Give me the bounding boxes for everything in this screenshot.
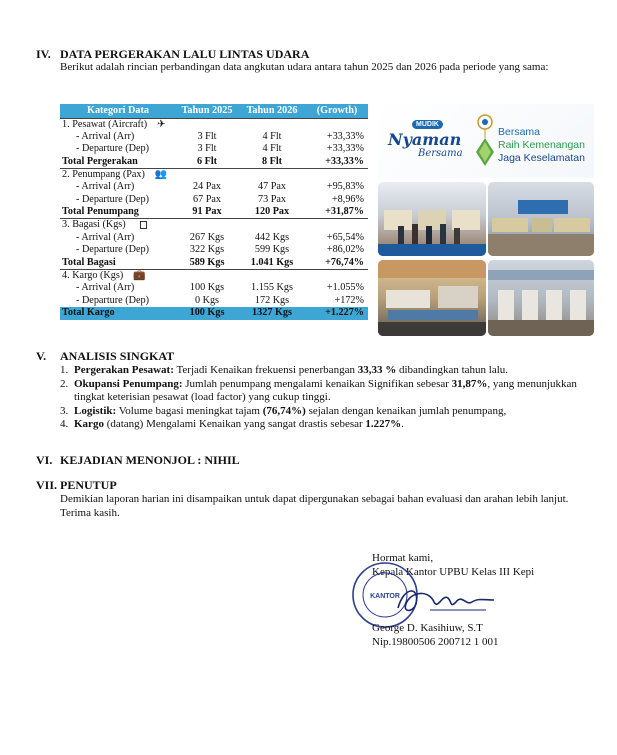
table-cell: 589 Kgs <box>176 257 238 270</box>
table-cell: 8 Flt <box>238 156 306 169</box>
table-total-row <box>60 307 368 320</box>
analysis-number: 2. <box>60 377 69 390</box>
table-total-row <box>60 156 368 169</box>
table-cell: - Arrival (Arr) <box>76 282 135 294</box>
table-header-cell: Tahun 2026 <box>238 104 306 118</box>
brand-word-2: Bersama <box>418 148 463 159</box>
analysis-item <box>60 418 594 432</box>
analysis-rest: , yang menunjukkan tingkat keterisian pesawat (load factor) yang cukup tinggi. <box>74 377 577 404</box>
signatory-name: George D. Kasihiuw, S.T <box>372 622 483 634</box>
table-row <box>60 282 368 295</box>
terminal-photo-1 <box>378 182 486 256</box>
table-cell: - Arrival (Arr) <box>76 181 135 193</box>
table-cell: +95,83% <box>326 181 364 193</box>
brand-word-1: Nyaman <box>388 130 462 149</box>
poster-slogan <box>498 126 585 165</box>
group-title-cell <box>60 269 368 282</box>
table-group-row <box>60 168 368 181</box>
table-cell: +172% <box>334 294 364 306</box>
section-4-heading <box>36 47 309 62</box>
analysis-text <box>74 405 506 419</box>
analysis-rest: . <box>401 418 404 431</box>
table-total-row <box>60 257 368 270</box>
terminal-photo-2 <box>488 182 594 256</box>
signature-greeting: Hormat kami, <box>372 552 434 564</box>
group-title-cell <box>60 219 368 232</box>
section-7-heading <box>36 478 117 493</box>
section-number: VII. <box>36 478 58 492</box>
box-icon <box>140 221 147 229</box>
table-cell: Total Penumpang <box>60 206 176 219</box>
mudik-poster <box>378 104 594 336</box>
analysis-number: 4. <box>60 418 69 431</box>
signature-position: Kepala Kantor UPBU Kelas III Kepi <box>372 566 535 578</box>
analysis-label: Logistik: <box>74 404 117 417</box>
table-group-row <box>60 118 368 131</box>
table-cell: - Departure (Dep) <box>76 143 149 155</box>
table-cell: 1327 Kgs <box>238 307 306 320</box>
table-cell: 1.155 Kgs <box>251 282 293 294</box>
table-cell: Total Bagasi <box>60 257 176 270</box>
table-cell: 47 Pax <box>257 181 286 193</box>
airplane-icon: ✈ <box>157 118 166 130</box>
table-cell: 4 Flt <box>262 143 282 155</box>
table-cell: +1.055% <box>326 282 364 294</box>
analysis-rest: dibandingkan tahun lalu. <box>396 364 509 376</box>
table-cell: 267 Kgs <box>189 231 225 243</box>
analysis-text <box>74 364 508 378</box>
table-group-row <box>60 219 368 232</box>
table-cell: 3 Flt <box>197 130 217 142</box>
table-cell: +1.227% <box>306 307 368 320</box>
section-title: ANALISIS SINGKAT <box>60 349 175 363</box>
section-5-heading <box>36 349 174 364</box>
analysis-bold: 31,87% <box>451 377 488 390</box>
traffic-data-table <box>60 104 368 320</box>
section-title: PENUTUP <box>60 478 117 492</box>
analysis-label: Pergerakan Pesawat: <box>74 364 174 376</box>
analysis-item <box>60 405 594 419</box>
table-row <box>60 244 368 257</box>
terminal-photo-3 <box>378 260 486 336</box>
table-cell: Total Pergerakan <box>60 156 176 169</box>
signatory-nip: Nip.19800506 200712 1 001 <box>372 636 499 648</box>
analysis-text: Volume bagasi meningkat tajam <box>116 404 263 417</box>
section-number: VI. <box>36 453 53 467</box>
table-cell: +8,96% <box>331 193 364 205</box>
table-cell: 6 Flt <box>176 156 238 169</box>
poster-banner <box>378 104 594 178</box>
section-number: IV. <box>36 47 51 61</box>
table-cell: +31,87% <box>306 206 368 219</box>
table-header-cell: Tahun 2025 <box>176 104 238 118</box>
analysis-item <box>60 364 594 378</box>
stamp-label: KANTOR <box>370 593 400 600</box>
table-header-row <box>60 104 368 118</box>
table-cell: 24 Pax <box>192 181 221 193</box>
table-cell: 172 Kgs <box>254 294 290 306</box>
table-group-row <box>60 269 368 282</box>
analysis-item <box>60 378 594 405</box>
table-row <box>60 181 368 194</box>
table-cell: - Departure (Dep) <box>76 193 149 205</box>
analysis-number: 1. <box>60 364 69 376</box>
table-header-cell: Kategori Data <box>60 104 176 118</box>
analysis-number: 3. <box>60 404 69 417</box>
table-cell: - Arrival (Arr) <box>76 231 135 243</box>
table-cell: 91 Pax <box>176 206 238 219</box>
table-cell: +65,54% <box>326 231 364 243</box>
table-cell: Total Kargo <box>60 307 176 320</box>
slogan-line-2: Raih Kemenangan <box>498 139 585 151</box>
table-cell: +33,33% <box>326 143 364 155</box>
table-row <box>60 231 368 244</box>
ketupat-icon <box>474 112 496 172</box>
analysis-rest: sejalan dengan kenaikan jumlah penumpang, <box>305 404 507 417</box>
table-cell: +76,74% <box>306 257 368 270</box>
table-row <box>60 194 368 207</box>
table-cell: 1.041 Kgs <box>238 257 306 270</box>
group-title: 3. Bagasi (Kgs) <box>62 219 126 231</box>
people-icon: 👥 <box>154 168 168 180</box>
table-cell: +33,33% <box>326 130 364 142</box>
table-cell: 442 Kgs <box>254 231 290 243</box>
section-title: KEJADIAN MENONJOL : NIHIL <box>60 453 240 467</box>
analysis-bold: (76,74%) <box>262 404 306 417</box>
handwritten-signature-icon <box>390 580 500 620</box>
closing-text: Demikian laporan harian ini disampaikan untuk dapat dipergunakan sebagai bahan evaluasi dan arahan lebih lanjut. Terima kasih. <box>60 493 569 519</box>
terminal-photo-4 <box>488 260 594 336</box>
analysis-bold: 33,33 % <box>357 364 397 376</box>
table-cell: 599 Kgs <box>254 244 290 256</box>
table-cell: +33,33% <box>306 156 368 169</box>
section-6-heading <box>36 453 240 468</box>
analysis-bold: 1.227% <box>365 418 402 431</box>
slogan-line-3: Jaga Keselamatan <box>498 152 585 164</box>
table-cell: 73 Pax <box>257 193 286 205</box>
section-4-intro: Berikut adalah rincian perbandingan data angkutan udara antara tahun 2025 dan 2026 pada periode yang sama: <box>60 61 549 73</box>
group-title: 1. Pesawat (Aircraft) <box>62 118 148 130</box>
table-cell: 120 Pax <box>238 206 306 219</box>
table-cell: 67 Pax <box>192 193 221 205</box>
table-row <box>60 294 368 307</box>
table-cell: 100 Kgs <box>176 307 238 320</box>
analysis-text <box>74 378 594 405</box>
table-cell: 3 Flt <box>197 143 217 155</box>
analysis-list <box>60 364 594 432</box>
table-header-cell: (Growth) <box>306 104 368 118</box>
group-title-cell <box>60 118 368 131</box>
table-cell: - Departure (Dep) <box>76 294 149 306</box>
analysis-label: Kargo <box>74 418 104 431</box>
table-cell: 4 Flt <box>262 130 282 142</box>
mudik-tag: MUDIK <box>412 120 443 129</box>
table-cell: +86,02% <box>326 244 364 256</box>
table-row <box>60 131 368 144</box>
table-cell: 0 Kgs <box>194 294 220 306</box>
group-title: 4. Kargo (Kgs) <box>62 269 124 281</box>
mudik-logo <box>384 116 470 168</box>
section-number: V. <box>36 349 47 363</box>
table-cell: 100 Kgs <box>189 282 225 294</box>
briefcase-icon: 💼 <box>133 269 146 281</box>
analysis-text: Terjadi Kenaikan frekuensi penerbangan <box>173 364 358 376</box>
table-total-row <box>60 206 368 219</box>
section-title: DATA PERGERAKAN LALU LINTAS UDARA <box>60 47 310 61</box>
analysis-text: Jumlah penumpang mengalami kenaikan Signifikan sebesar <box>182 377 452 390</box>
table-row <box>60 143 368 156</box>
group-title: 2. Penumpang (Pax) <box>62 168 145 180</box>
analysis-text: (datang) Mengalami Kenaikan yang sangat drastis sebesar <box>103 418 366 431</box>
analysis-label: Okupansi Penumpang: <box>74 377 183 390</box>
table-cell: 322 Kgs <box>189 244 225 256</box>
table-body <box>60 118 368 320</box>
analysis-text <box>74 418 404 432</box>
slogan-line-1: Bersama <box>498 126 541 138</box>
table-cell: - Departure (Dep) <box>76 244 149 256</box>
group-title-cell <box>60 168 368 181</box>
table-cell: - Arrival (Arr) <box>76 130 135 142</box>
